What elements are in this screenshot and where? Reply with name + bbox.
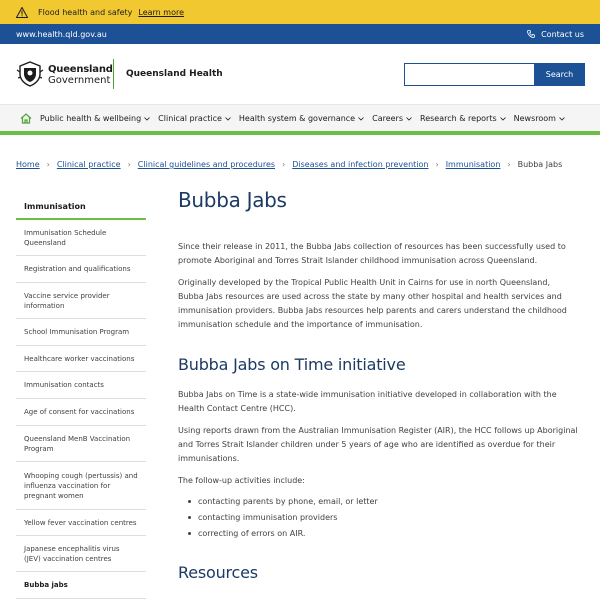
breadcrumb-clinical-practice[interactable]: Clinical practice	[56, 160, 121, 169]
chevron-right-icon: ›	[46, 160, 50, 169]
top-bar	[0, 24, 600, 44]
sidebar-nav	[16, 192, 146, 599]
breadcrumb-current: Bubba Jabs	[517, 160, 563, 169]
sidebar-item[interactable]: Immunisation contacts	[16, 372, 146, 399]
government-wordmark	[48, 64, 113, 86]
sidebar-heading[interactable]: Immunisation	[16, 192, 146, 220]
alert-learn-more-link[interactable]: Learn more	[138, 7, 184, 17]
list-item: correcting of errors on AIR.	[188, 526, 378, 542]
site-header	[0, 44, 600, 104]
origin-paragraph: Originally developed by the Tropical Public Health Unit in Cairns for use in north Queensland, Bubba Jabs resources are used across the state by many other hospital and health services and immunisation providers. Bubba Jabs resources help parents and carers understand the childhood immunisation schedule and the importance of immunisation.	[178, 278, 567, 329]
phone-icon	[527, 30, 535, 38]
sidebar-item[interactable]: Registration and qualifications	[16, 256, 146, 283]
initiative-paragraph: Bubba Jabs on Time is a state-wide immunisation initiative developed in collaboration with the Health Contact Centre (HCC).	[178, 390, 557, 413]
nav-public-health[interactable]	[40, 114, 150, 123]
search-form	[404, 63, 585, 86]
queensland-crest-logo[interactable]	[16, 60, 44, 88]
alert-text: Flood health and safety	[38, 7, 133, 17]
follow-up-list	[188, 494, 378, 542]
search-button[interactable]: Search	[534, 63, 585, 86]
sidebar-item[interactable]: Whooping cough (pertussis) and influenza vaccination for pregnant women	[16, 462, 146, 510]
government-wordmark-line2: Government	[48, 75, 111, 86]
chevron-down-icon	[225, 117, 231, 121]
intro-paragraph: Since their release in 2011, the Bubba Jabs collection of resources has been successfully used to promote Aboriginal and Torres Strait Islander childhood immunisation across Queensland.	[178, 242, 566, 265]
nav-label: Newsroom	[513, 114, 556, 123]
chevron-right-icon: ›	[435, 160, 439, 169]
sidebar-item[interactable]: School Immunisation Program	[16, 319, 146, 346]
nav-label: Clinical practice	[158, 114, 222, 123]
chevron-down-icon	[144, 117, 150, 121]
breadcrumb-immunisation[interactable]: Immunisation	[445, 160, 501, 169]
nav-accent-line	[0, 131, 600, 135]
search-input[interactable]	[404, 63, 534, 86]
alert-banner	[0, 0, 600, 24]
chevron-down-icon	[358, 117, 364, 121]
breadcrumb-diseases[interactable]: Diseases and infection prevention	[292, 160, 429, 169]
air-paragraph: Using reports drawn from the Australian Immunisation Register (AIR), the HCC follows up Aboriginal and Torres Strait Islander children under 5 years of age who are identified as overdue for their immunisations.	[178, 426, 578, 463]
contact-us-label: Contact us	[541, 29, 584, 39]
nav-clinical-practice[interactable]	[158, 114, 231, 123]
chevron-right-icon: ›	[127, 160, 131, 169]
nav-label: Health system & governance	[238, 114, 356, 123]
sidebar-item[interactable]: Immunisation Schedule Queensland	[16, 220, 146, 256]
sidebar-item[interactable]: Vaccine service provider information	[16, 283, 146, 319]
site-url-link[interactable]: www.health.qld.gov.au	[16, 29, 107, 39]
section-heading-resources: Resources	[178, 563, 258, 582]
site-name[interactable]: Queensland Health	[126, 69, 223, 79]
nav-careers[interactable]	[372, 114, 412, 123]
chevron-right-icon: ›	[282, 160, 286, 169]
header-divider	[113, 59, 114, 89]
section-heading-initiative: Bubba Jabs on Time initiative	[178, 355, 406, 374]
chevron-down-icon	[500, 117, 506, 121]
page-title: Bubba Jabs	[178, 188, 287, 212]
sidebar-item[interactable]: Yellow fever vaccination centres	[16, 510, 146, 536]
chevron-down-icon	[406, 117, 412, 121]
sidebar-item[interactable]: Queensland MenB Vaccination Program	[16, 426, 146, 462]
warning-icon	[16, 7, 28, 18]
nav-label: Research & reports	[420, 114, 497, 123]
chevron-right-icon: ›	[507, 160, 511, 169]
list-item: contacting parents by phone, email, or letter	[188, 494, 378, 510]
sidebar-item-active[interactable]: Bubba jabs	[16, 572, 146, 599]
follow-up-intro: The follow-up activities include:	[178, 476, 305, 485]
main-navigation	[0, 104, 600, 132]
sidebar-item[interactable]: Age of consent for vaccinations	[16, 399, 146, 426]
list-item: contacting immunisation providers	[188, 510, 378, 526]
breadcrumb-clinical-guidelines[interactable]: Clinical guidelines and procedures	[137, 160, 276, 169]
nav-health-system[interactable]	[239, 114, 364, 123]
home-icon[interactable]	[20, 113, 32, 124]
nav-label: Public health & wellbeing	[40, 114, 142, 123]
contact-us-link[interactable]	[527, 30, 584, 39]
chevron-down-icon	[559, 117, 565, 121]
government-wordmark-line1: Queensland	[48, 64, 113, 75]
sidebar-item[interactable]: Healthcare worker vaccinations	[16, 346, 146, 372]
sidebar-item[interactable]: Japanese encephalitis virus (JEV) vaccination centres	[16, 536, 146, 572]
breadcrumb	[16, 160, 562, 169]
breadcrumb-home[interactable]: Home	[16, 160, 40, 169]
nav-label: Careers	[372, 114, 404, 123]
nav-newsroom[interactable]	[514, 114, 565, 123]
nav-research-reports[interactable]	[420, 114, 506, 123]
